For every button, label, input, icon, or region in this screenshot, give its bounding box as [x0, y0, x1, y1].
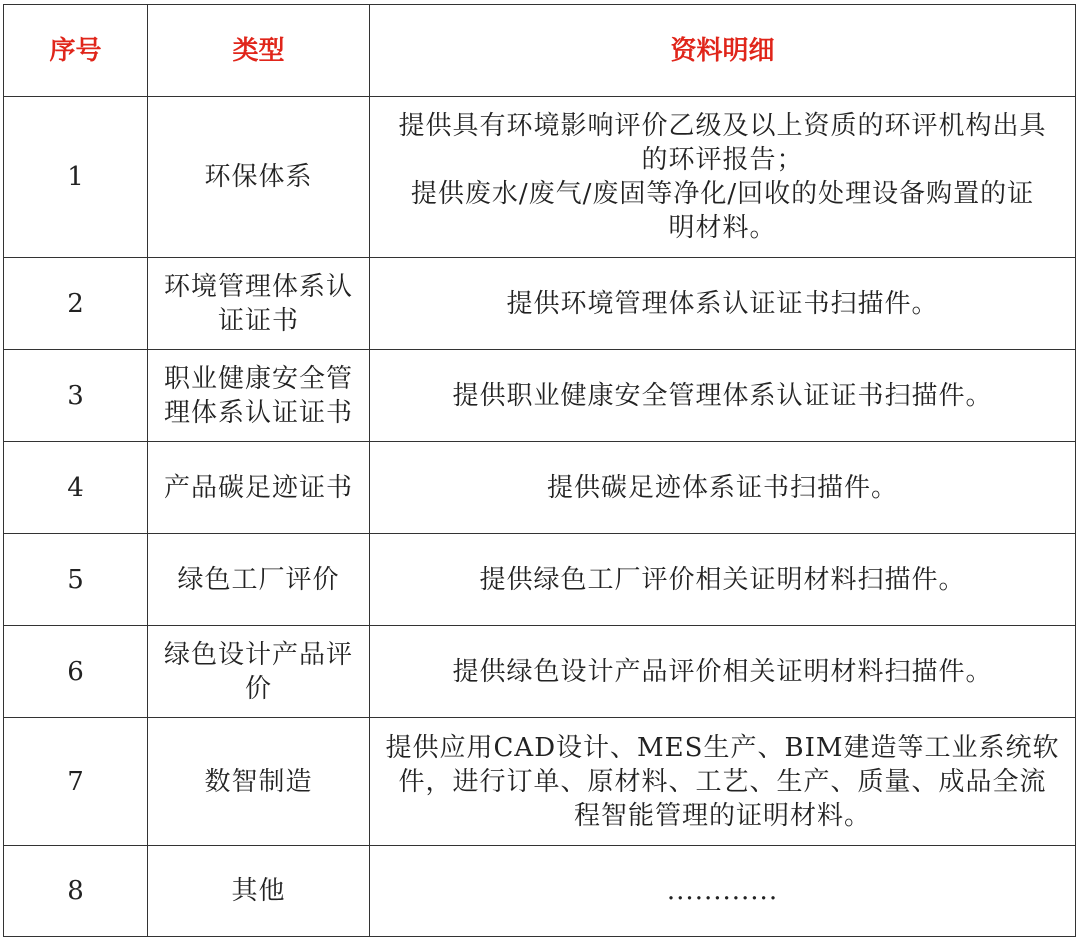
table-row	[4, 534, 1076, 626]
row-detail: 提供碳足迹体系证书扫描件。	[370, 442, 1076, 534]
table-row	[4, 258, 1076, 350]
row-index: 3	[4, 350, 148, 442]
row-index: 4	[4, 442, 148, 534]
table-row	[4, 442, 1076, 534]
row-detail: 提供职业健康安全管理体系认证证书扫描件。	[370, 350, 1076, 442]
row-type: 数智制造	[148, 718, 370, 846]
row-type: 绿色工厂评价	[148, 534, 370, 626]
row-index: 1	[4, 97, 148, 258]
row-detail: 提供应用CAD设计、MES生产、BIM建造等工业系统软 件，进行订单、原材料、工艺、生产、质量、成品全流 程智能管理的证明材料。	[370, 718, 1076, 846]
header-type: 类型	[148, 5, 370, 97]
row-detail: 提供具有环境影响评价乙级及以上资质的环评机构出具 的环评报告； 提供废水/废气/废固等净化/回收的处理设备购置的证 明材料。	[370, 97, 1076, 258]
row-type: 绿色设计产品评 价	[148, 626, 370, 718]
row-index: 6	[4, 626, 148, 718]
row-detail: 提供绿色设计产品评价相关证明材料扫描件。	[370, 626, 1076, 718]
row-detail: 提供环境管理体系认证证书扫描件。	[370, 258, 1076, 350]
row-type: 职业健康安全管 理体系认证证书	[148, 350, 370, 442]
row-type: 环保体系	[148, 97, 370, 258]
header-index: 序号	[4, 5, 148, 97]
row-type: 环境管理体系认 证证书	[148, 258, 370, 350]
header-row	[4, 5, 1076, 97]
row-detail: ............	[370, 846, 1076, 937]
row-index: 7	[4, 718, 148, 846]
row-type: 其他	[148, 846, 370, 937]
header-detail: 资料明细	[370, 5, 1076, 97]
row-index: 8	[4, 846, 148, 937]
row-index: 2	[4, 258, 148, 350]
documents-table	[3, 4, 1076, 937]
row-detail: 提供绿色工厂评价相关证明材料扫描件。	[370, 534, 1076, 626]
table-row	[4, 350, 1076, 442]
table-row	[4, 846, 1076, 937]
table-row	[4, 626, 1076, 718]
row-type: 产品碳足迹证书	[148, 442, 370, 534]
row-index: 5	[4, 534, 148, 626]
table-row	[4, 97, 1076, 258]
table-row	[4, 718, 1076, 846]
